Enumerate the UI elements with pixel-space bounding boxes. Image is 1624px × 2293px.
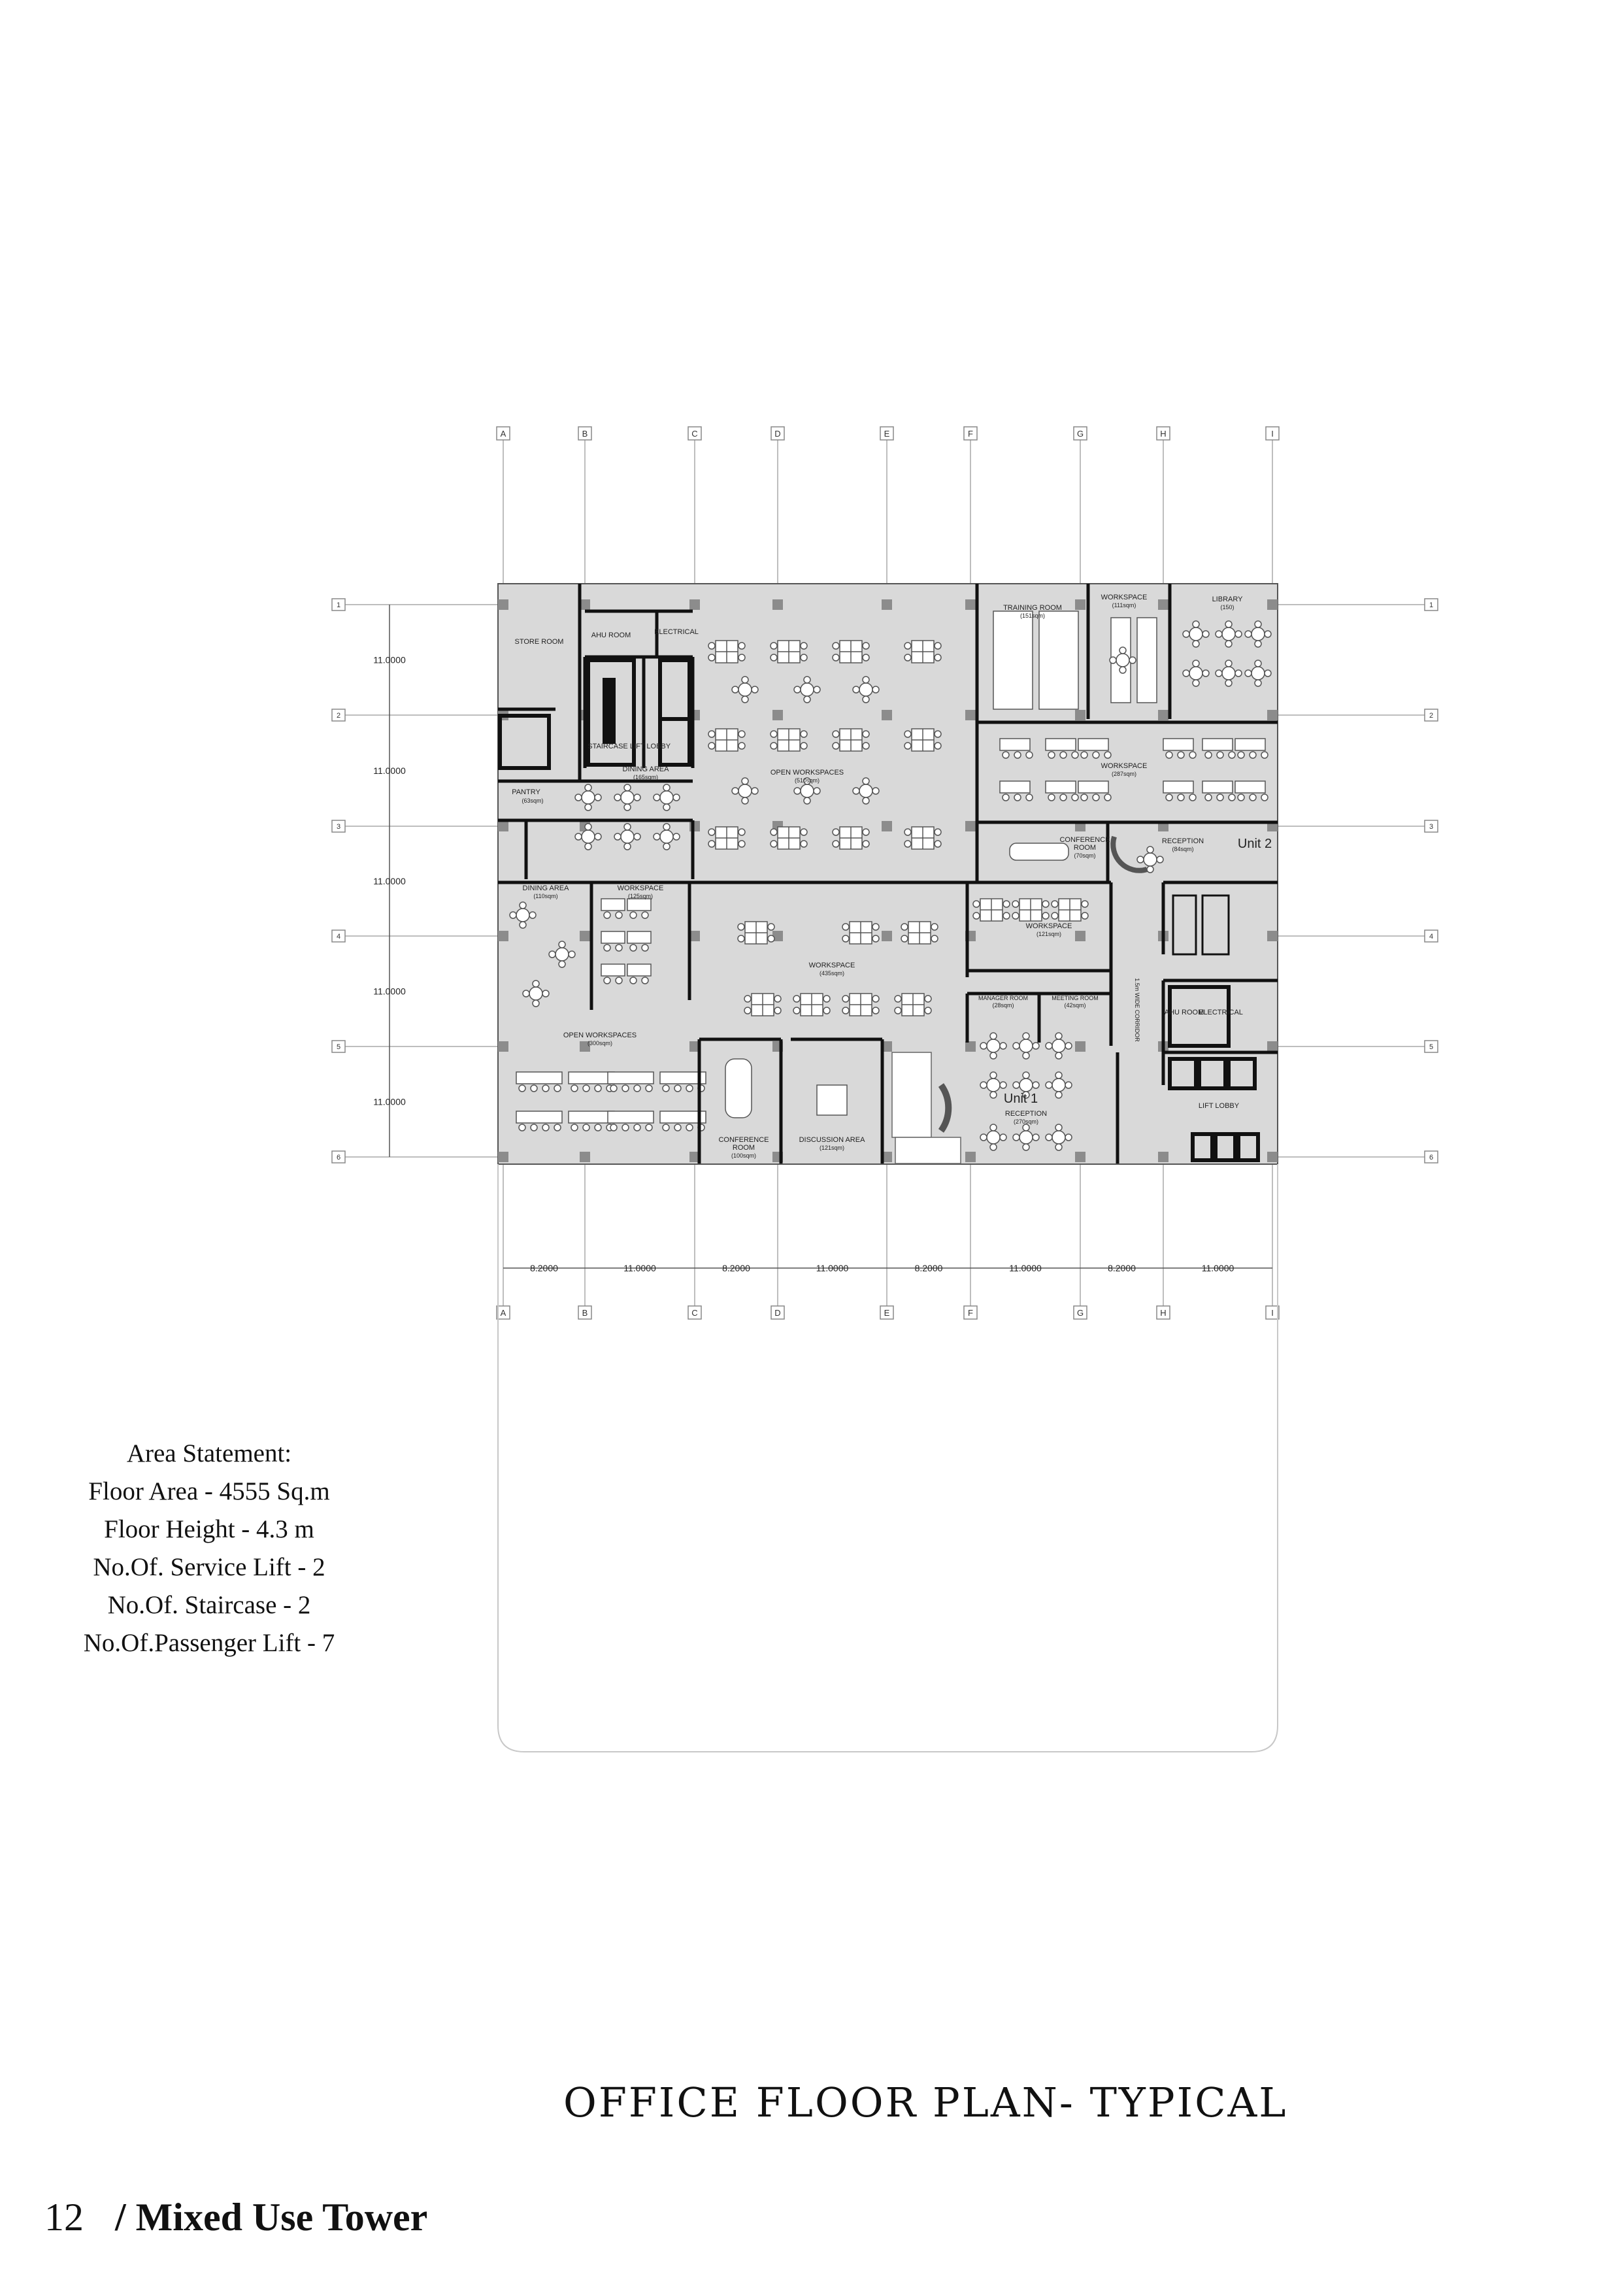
label-electrical-2: ELECTRICAL	[1199, 1009, 1243, 1016]
label-discussion-area: DISCUSSION AREA	[799, 1136, 865, 1144]
grid-label-4-left: 4	[336, 933, 341, 941]
column-E2	[882, 710, 892, 720]
label-training-room: TRAINING ROOM	[1003, 604, 1062, 612]
dim-label-col-7: 11.0000	[1201, 1263, 1235, 1273]
document-title: / Mixed Use Tower	[115, 2196, 428, 2239]
page-number: 12	[44, 2196, 84, 2239]
floor-height: Floor Height - 4.3 m	[104, 1515, 314, 1543]
desk-row	[1163, 739, 1196, 758]
label-workspace-center: WORKSPACE	[808, 962, 855, 969]
label-discussion-area-sqm: (121sqm)	[819, 1145, 845, 1151]
grid-label-C-top: C	[691, 429, 698, 439]
label-meeting-room: MEETING ROOM	[1052, 995, 1099, 1001]
grid-label-I-bottom: I	[1271, 1308, 1274, 1318]
grid-label-F-bottom: F	[968, 1308, 973, 1318]
column-F6	[965, 1152, 976, 1162]
column-I1	[1267, 599, 1278, 610]
grid-label-D-bottom: D	[774, 1308, 781, 1318]
column-G2	[1075, 710, 1085, 720]
label-reception-unit2-sqm: (84sqm)	[1172, 846, 1194, 852]
label-unit1: Unit 1	[1003, 1092, 1038, 1106]
floor-area: Floor Area - 4555 Sq.m	[88, 1477, 330, 1505]
page-title: OFFICE FLOOR PLAN- TYPICAL	[563, 2079, 1288, 2126]
grid-label-H-top: H	[1160, 429, 1167, 439]
label-conference-bottom-2: ROOM	[732, 1144, 755, 1152]
grid-label-C-bottom: C	[691, 1308, 698, 1318]
grid-label-D-top: D	[774, 429, 781, 439]
page-footer	[44, 2195, 427, 2240]
grid-label-1-left: 1	[336, 601, 341, 609]
column-I6	[1267, 1152, 1278, 1162]
label-workspace-mid-right-sqm: (121sqm)	[1036, 931, 1062, 937]
training-desks	[1039, 611, 1078, 709]
column-I5	[1267, 1041, 1278, 1052]
label-corridor: 1.5m WIDE CORRIDOR	[1134, 978, 1140, 1042]
desk-row	[1202, 739, 1235, 758]
desk-row	[1046, 739, 1078, 758]
grid-label-H-bottom: H	[1160, 1308, 1167, 1318]
column-H1	[1158, 599, 1168, 610]
area-statement	[39, 1435, 379, 1662]
label-staircase: STAIRCASE	[588, 743, 628, 750]
conference-table	[1010, 843, 1069, 860]
label-ahu-room-2: AHU ROOM	[1164, 1009, 1204, 1016]
label-unit2: Unit 2	[1237, 837, 1272, 851]
label-dining-area-left: DINING AREA	[522, 884, 569, 892]
grid-label-A-top: A	[500, 429, 506, 439]
label-pantry-area: (63sqm)	[522, 797, 544, 804]
staircase-count: No.Of. Staircase - 2	[107, 1591, 311, 1619]
label-reception-unit2: RECEPTION	[1161, 837, 1204, 845]
grid-label-E-top: E	[884, 429, 890, 439]
grid-label-G-top: G	[1076, 429, 1084, 439]
desk-row	[1046, 781, 1078, 801]
passenger-lift-count: No.Of.Passenger Lift - 7	[83, 1629, 335, 1657]
column-C3	[689, 821, 700, 831]
grid-label-6-right: 6	[1429, 1154, 1434, 1162]
label-dining-area: DINING AREA	[622, 765, 669, 773]
label-meeting-room-sqm: (42sqm)	[1064, 1002, 1086, 1009]
grid-label-6-left: 6	[336, 1154, 341, 1162]
label-manager-room-sqm: (28sqm)	[992, 1002, 1014, 1009]
dim-label-col-4: 8.2000	[914, 1263, 943, 1273]
label-open-workspaces-sqm: (510sqm)	[794, 777, 820, 784]
grid-label-3-left: 3	[336, 823, 341, 831]
discussion-table	[817, 1085, 847, 1115]
desk-row	[1235, 781, 1268, 801]
column-E1	[882, 599, 892, 610]
label-electrical: ELECTRICAL	[654, 628, 699, 636]
grid-label-2-right: 2	[1429, 712, 1434, 720]
label-open-workspaces-bottom-sqm: (300sqm)	[587, 1040, 613, 1046]
label-conference-bottom: CONFERENCE	[718, 1136, 769, 1144]
grid-label-1-right: 1	[1429, 601, 1434, 609]
dim-label-row-0: 11.0000	[373, 654, 406, 665]
column-F1	[965, 599, 976, 610]
column-A1	[498, 599, 508, 610]
label-workspace-left: WORKSPACE	[617, 884, 664, 892]
column-E3	[882, 821, 892, 831]
label-workspace-top-sqm: (111sqm)	[1112, 602, 1136, 609]
grid-label-B-bottom: B	[582, 1308, 588, 1318]
dim-label-col-0: 8.2000	[530, 1263, 558, 1273]
label-workspace-top: WORKSPACE	[1101, 594, 1148, 601]
label-workspace-left-sqm: (125sqm)	[627, 893, 654, 899]
column-H2	[1158, 710, 1168, 720]
grid-label-B-top: B	[582, 429, 588, 439]
label-dining-area-sqm: (165sqm)	[633, 774, 659, 780]
label-workspace-right: WORKSPACE	[1101, 762, 1148, 770]
column-I4	[1267, 931, 1278, 941]
column-G4	[1075, 931, 1085, 941]
grid-label-3-right: 3	[1429, 823, 1434, 831]
grid-label-A-bottom: A	[500, 1308, 506, 1318]
label-pantry: PANTRY	[512, 788, 540, 796]
grid-label-F-top: F	[968, 429, 973, 439]
column-G6	[1075, 1152, 1085, 1162]
column-A5	[498, 1041, 508, 1052]
desk-row	[1163, 781, 1196, 801]
dim-label-row-3: 11.0000	[373, 986, 406, 997]
label-conference-room: CONFERENCE	[1059, 836, 1110, 844]
column-F3	[965, 821, 976, 831]
dim-label-row-1: 11.0000	[373, 765, 406, 776]
service-lift-count: No.Of. Service Lift - 2	[93, 1553, 325, 1581]
label-library: LIBRARY	[1212, 595, 1243, 603]
label-library-sqm: (150)	[1220, 604, 1235, 611]
label-workspace-mid-right: WORKSPACE	[1025, 922, 1072, 930]
grid-label-I-top: I	[1271, 429, 1274, 439]
label-dining-area-left-sqm: (110sqm)	[533, 893, 558, 899]
label-lift-lobby-2: LIFT LOBBY	[1198, 1102, 1240, 1110]
area-statement-heading: Area Statement:	[126, 1439, 292, 1467]
desk-row	[1078, 781, 1111, 801]
label-open-workspaces-bottom: OPEN WORKSPACES	[563, 1031, 637, 1039]
column-F2	[965, 710, 976, 720]
grid-label-G-bottom: G	[1076, 1308, 1084, 1318]
dim-label-col-6: 8.2000	[1108, 1263, 1136, 1273]
grid-label-5-left: 5	[336, 1043, 341, 1051]
label-ahu-room: AHU ROOM	[591, 631, 631, 639]
column-D2	[772, 710, 783, 720]
desk-row	[1000, 781, 1033, 801]
column-E4	[882, 931, 892, 941]
column-B4	[580, 931, 590, 941]
column-I2	[1267, 710, 1278, 720]
column-C1	[689, 599, 700, 610]
label-workspace-center-sqm: (435sqm)	[819, 970, 845, 977]
label-workspace-right-sqm: (287sqm)	[1111, 771, 1137, 777]
label-store-room: STORE ROOM	[514, 638, 564, 646]
label-conference-room-2: ROOM	[1073, 844, 1097, 852]
dim-label-row-4: 11.0000	[373, 1096, 406, 1107]
label-manager-room: MANAGER ROOM	[978, 995, 1029, 1001]
column-A3	[498, 821, 508, 831]
dim-label-col-3: 11.0000	[816, 1263, 849, 1273]
column-G1	[1075, 599, 1085, 610]
dim-label-row-2: 11.0000	[373, 876, 406, 886]
label-reception-unit1: RECEPTION	[1004, 1110, 1048, 1118]
label-conference-room-sqm: (70sqm)	[1074, 852, 1096, 859]
desk-row	[1235, 739, 1268, 758]
label-lift-lobby: LIFT LOBBY	[629, 743, 671, 750]
column-G5	[1075, 1041, 1085, 1052]
grid-label-E-bottom: E	[884, 1308, 890, 1318]
desk-row	[1202, 781, 1235, 801]
label-reception-unit1-sqm: (270sqm)	[1013, 1118, 1039, 1125]
dim-label-col-5: 11.0000	[1009, 1263, 1042, 1273]
conference-table	[725, 1059, 752, 1118]
workspace-desks	[1137, 618, 1157, 703]
grid-label-5-right: 5	[1429, 1043, 1434, 1051]
dim-label-col-1: 11.0000	[623, 1263, 656, 1273]
column-B6	[580, 1152, 590, 1162]
grid-label-4-right: 4	[1429, 933, 1434, 941]
podium-outline	[498, 1164, 1278, 1752]
column-H6	[1158, 1152, 1168, 1162]
column-F5	[965, 1041, 976, 1052]
column-D1	[772, 599, 783, 610]
grid-label-2-left: 2	[336, 712, 341, 720]
dim-label-col-2: 8.2000	[722, 1263, 750, 1273]
desk-row	[1078, 739, 1111, 758]
label-conference-bottom-sqm: (100sqm)	[731, 1152, 757, 1159]
column-A4	[498, 931, 508, 941]
desk-row	[1000, 739, 1033, 758]
column-A6	[498, 1152, 508, 1162]
label-open-workspaces: OPEN WORKSPACES	[770, 769, 844, 777]
label-training-room-sqm: (151sqm)	[1019, 612, 1046, 619]
training-desks	[993, 611, 1033, 709]
